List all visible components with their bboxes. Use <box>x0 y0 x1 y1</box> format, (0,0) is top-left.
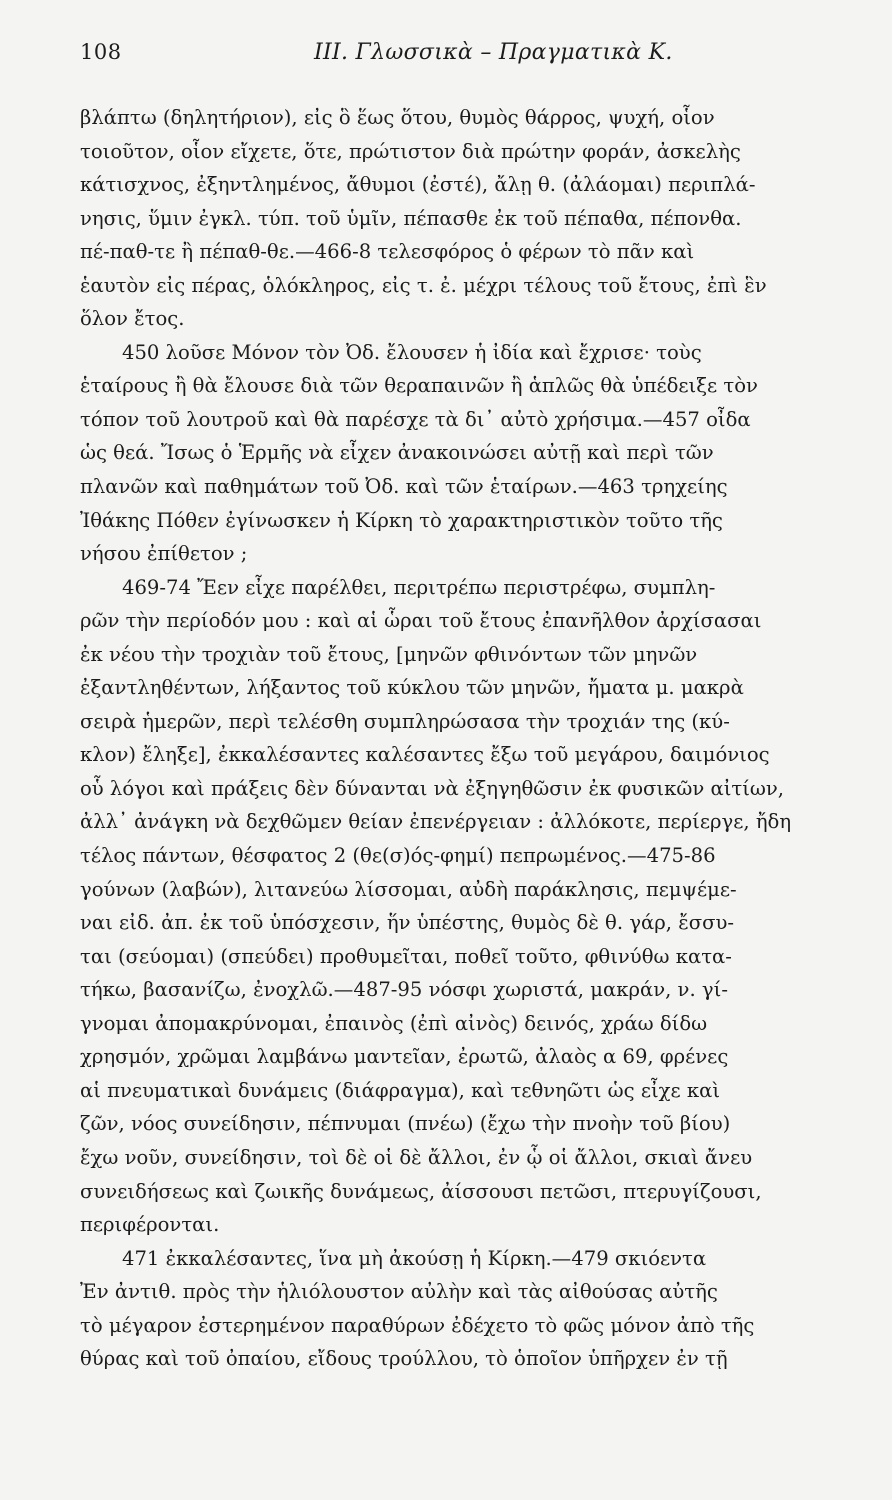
text-line: βλάπτω (δηλητήριον), εἰς ὃ ἕως ὅτου, θυμὸς θάρρος, ψυχή, οἷον <box>80 106 715 129</box>
text-line: γνομαι ἀπομακρύνομαι, ἐπαινὸς (ἐπὶ αἰνὸς) δεινός, χράω δίδω <box>80 1011 708 1035</box>
text-line: ἀλλ᾽ ἀνάγκη νὰ δεχθῶμεν θείαν ἐπενέργειαν : ἀλλόκοτε, περίεργε, ἤδη <box>80 810 792 834</box>
text-line: τέλος πάντων, θέσφατος 2 (θε(σ)ός-φημί) πεπρωμένος.—475-86 <box>80 844 716 868</box>
text-line: νήσου ἐπίθετον ; <box>80 542 248 566</box>
text-line: τήκω, βασανίζω, ἐνοχλῶ.—487-95 νόσφι χωριστά, μακράν, ν. γί- <box>80 978 728 1002</box>
paragraph-start-line: 471 ἐκκαλέσαντες, ἵνα μὴ ἀκούσῃ ἡ Κίρκη.—479 σκιόεντα <box>122 1246 707 1270</box>
text-line: ἐξαντληθέντων, λήξαντος τοῦ κύκλου τῶν μηνῶν, ἤματα μ. μακρὰ <box>80 676 744 700</box>
text-line: ται (σεύομαι) (σπεύδει) προθυμεῖται, ποθεῖ τοῦτο, φθινύθω κατα- <box>80 944 732 968</box>
text-line: ἑαυτὸν εἰς πέρας, ὁλόκληρος, εἰς τ. ἐ. μέχρι τέλους τοῦ ἔτους, ἐπὶ ἓν <box>80 273 767 297</box>
text-line: ἔχω νοῦν, συνείδησιν, τοὶ δὲ οἱ δὲ ἄλλοι, ἐν ᾧ οἱ ἄλλοι, σκιαὶ ἄνευ <box>80 1145 753 1169</box>
text-line: γούνων (λαβών), λιτανεύω λίσσομαι, αὐδὴ παράκλησις, πεμψέμε- <box>80 877 737 901</box>
text-line: τόπον τοῦ λουτροῦ καὶ θὰ παρέσχε τὰ δι᾽ αὐτὸ χρήσιμα.—457 οἶδα <box>80 407 751 431</box>
text-line: πλανῶν καὶ παθημάτων τοῦ Ὀδ. καὶ τῶν ἑταίρων.—463 τρηχείης <box>80 475 728 499</box>
text-line: αἱ πνευματικαὶ δυνάμεις (διάφραγμα), καὶ τεθνηῶτι ὡς εἶχε καὶ <box>80 1078 721 1102</box>
text-line: οὗ λόγοι καὶ πράξεις δὲν δύνανται νὰ ἐξηγηθῶσιν ἐκ φυσικῶν αἰτίων, <box>80 776 785 800</box>
text-line: συνειδήσεως καὶ ζωικῆς δυνάμεως, ἀίσσουσι πετῶσι, πτερυγίζουσι, <box>80 1179 762 1203</box>
text-line: ὡς θεά. Ἴσως ὁ Ἑρμῆς νὰ εἶχεν ἀνακοινώσει αὐτῇ καὶ περὶ τῶν <box>80 441 714 465</box>
text-line: ἑταίρους ἢ θὰ ἔλουσε διὰ τῶν θεραπαινῶν ἢ ἁπλῶς θὰ ὑπέδειξε τὸν <box>80 374 758 398</box>
page-header <box>78 40 852 74</box>
text-line: ζῶν, νόος συνείδησιν, πέπνυμαι (πνέω) (ἔχω τὴν πνοὴν τοῦ βίου) <box>80 1112 731 1136</box>
text-line: Ἐν ἀντιθ. πρὸς τὴν ἡλιόλουστον αὐλὴν καὶ τὰς αἰθούσας αὐτῆς <box>80 1280 718 1304</box>
text-line: ρῶν τὴν περίοδόν μου : καὶ αἱ ὧραι τοῦ ἔτους ἐπανῆλθον ἀρχίσασαι <box>80 609 762 633</box>
paragraph-start-line: 469-74 Ἔεν εἶχε παρέλθει, περιτρέπω περιστρέφω, συμπλη- <box>122 575 716 599</box>
text-line: θύρας καὶ τοῦ ὀπαίου, εἴδους τρούλλου, τὸ ὁποῖον ὑπῆρχεν ἐν τῇ <box>80 1347 728 1371</box>
text-line: ἐκ νέου τὴν τροχιὰν τοῦ ἔτους, [μηνῶν φθινόντων τῶν μηνῶν <box>80 642 698 666</box>
paragraph-start-line: 450 λοῦσε Μόνον τὸν Ὀδ. ἔλουσεν ἡ ἰδία καὶ ἔχρισε· τοὺς <box>122 340 702 364</box>
page-number: 108 <box>80 40 122 64</box>
commentary-text <box>80 101 848 1376</box>
text-line: ὅλον ἔτος. <box>80 307 185 331</box>
text-line: σειρὰ ἡμερῶν, περὶ τελέσθη συμπληρώσασα τὴν τροχιάν της (κύ- <box>80 709 730 733</box>
text-line: κλον) ἔληξε], ἐκκαλέσαντες καλέσαντες ἔξω τοῦ μεγάρου, δαιμόνιος <box>80 743 770 767</box>
text-line: τοιοῦτον, οἷον εἴχετε, ὅτε, πρώτιστον διὰ πρώτην φοράν, ἀσκελὴς <box>80 139 741 163</box>
text-line: ναι εἰδ. ἀπ. ἐκ τοῦ ὑπόσχεσιν, ἥν ὑπέστης, θυμὸς δὲ θ. γάρ, ἔσσυ- <box>80 911 735 935</box>
text-line: Ἰθάκης Πόθεν ἐγίνωσκεν ἡ Κίρκη τὸ χαρακτηριστικὸν τοῦτο τῆς <box>80 508 723 532</box>
text-line: τὸ μέγαρον ἐστερημένον παραθύρων ἐδέχετο τὸ φῶς μόνον ἀπὸ τῆς <box>80 1313 755 1337</box>
text-line: νησις, ὕμιν ἐγκλ. τύπ. τοῦ ὑμῖν, πέπασθε ἐκ τοῦ πέπαθα, πέπονθα. <box>80 206 742 230</box>
text-line: πέ-παθ-τε ἢ πέπαθ-θε.—466-8 τελεσφόρος ὁ φέρων τὸ πᾶν καὶ <box>80 240 695 264</box>
text-line: περιφέρονται. <box>80 1213 220 1237</box>
running-head: ΙΙΙ. Γλωσσικὰ – Πραγματικὰ Κ. <box>314 40 673 65</box>
text-line: χρησμόν, χρῶμαι λαμβάνω μαντεῖαν, ἐρωτῶ, ἀλαὸς α 69, φρένες <box>80 1045 729 1069</box>
text-line: κάτισχνος, ἐξηντλημένος, ἄθυμοι (ἐστέ), ἄλῃ θ. (ἀλάομαι) περιπλά- <box>80 173 756 197</box>
